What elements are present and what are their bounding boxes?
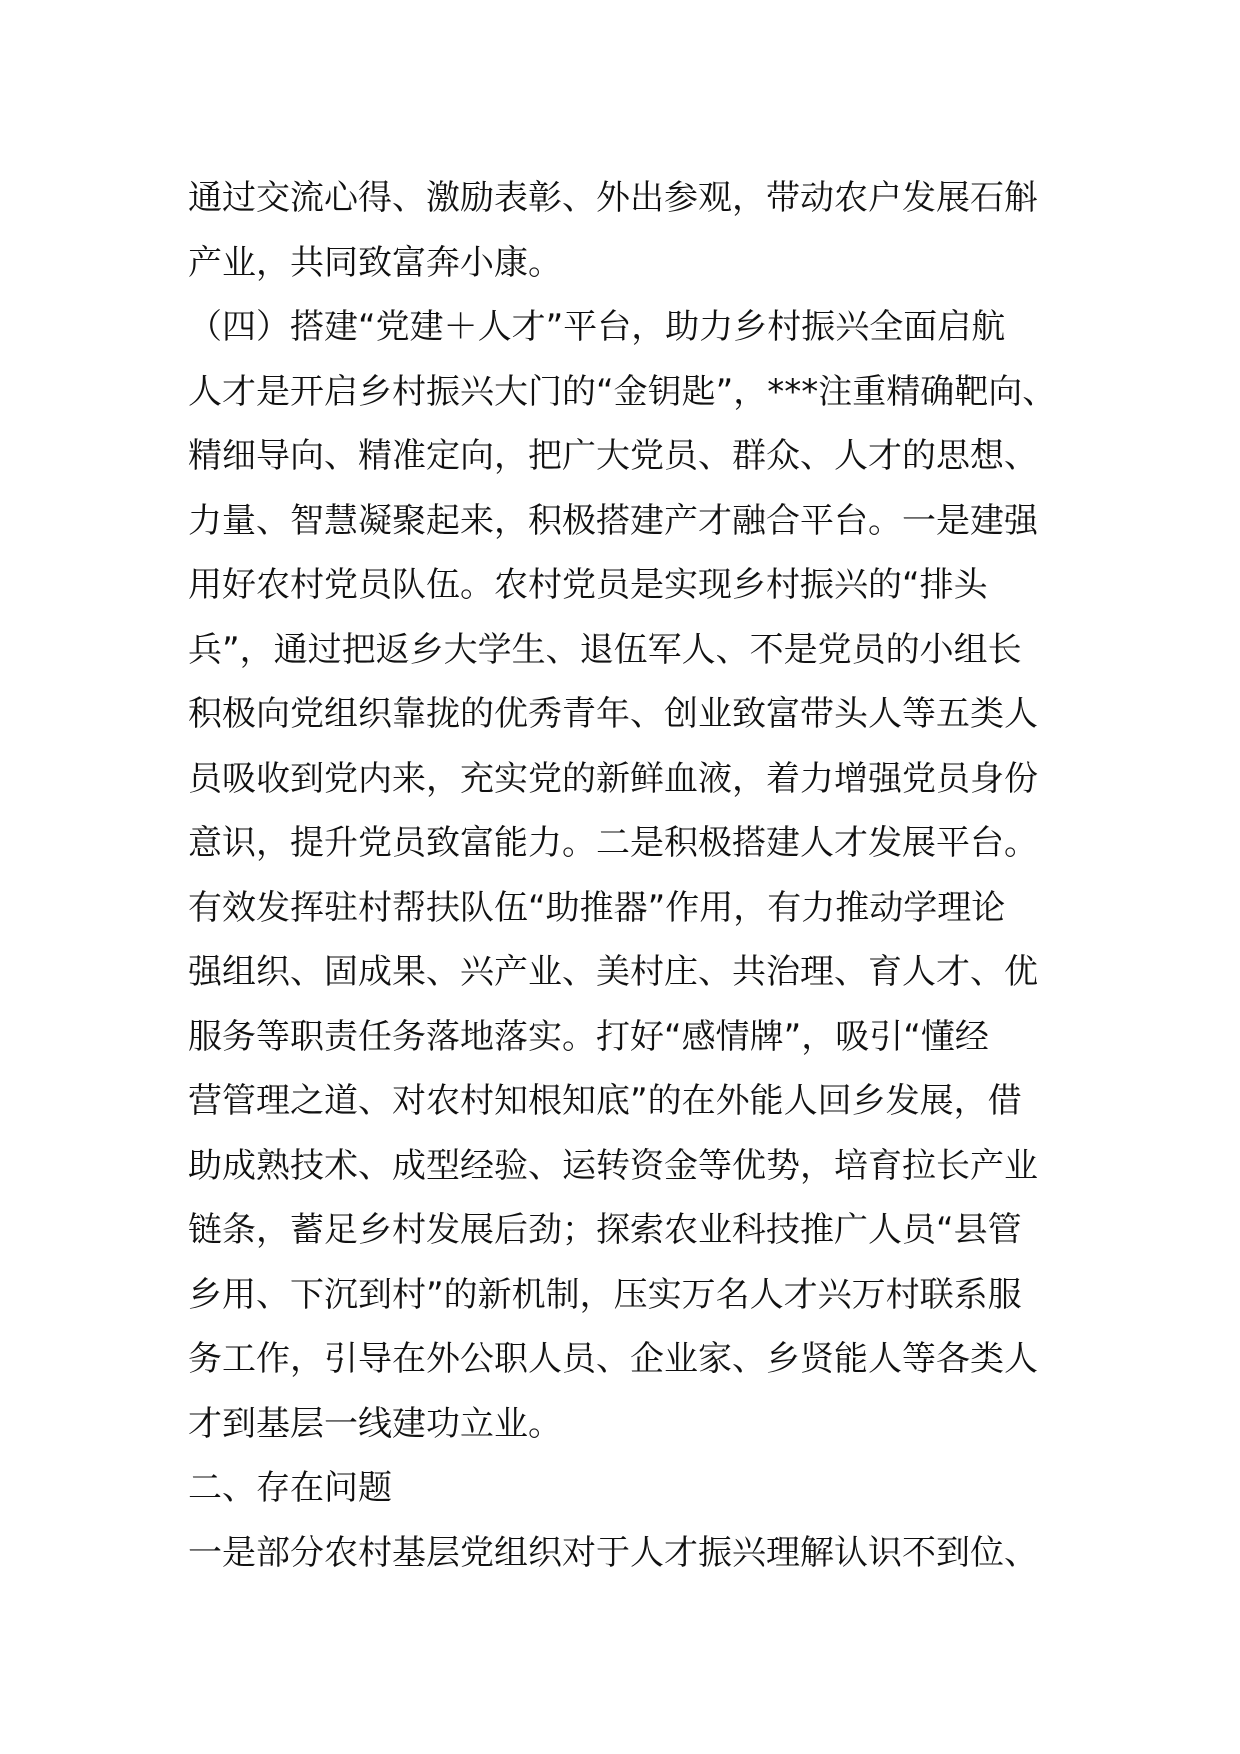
text-line: 兵”，通过把返乡大学生、退伍军人、不是党员的小组长 [188,629,1022,670]
text-line: 链条，蓄足乡村发展后劲；探索农业科技推广人员“县管 [188,1210,1022,1250]
text-line: 有效发挥驻村帮扶队伍“助推器”作用，有力推动学理论 [188,887,1006,928]
text-line: 产业，共同致富奔小康。 [188,242,562,283]
text-line: 服务等职责任务落地落实。打好“感情牌”，吸引“懂经 [188,1016,989,1057]
text-line: 积极向党组织靠拢的优秀青年、创业致富带头人等五类人 [188,694,1038,734]
section-heading: （四）搭建“党建＋人才”平台，助力乡村振兴全面启航 [188,307,1006,347]
text-line: 营管理之道、对农村知根知底”的在外能人回乡发展，借 [188,1081,1022,1121]
text-line: 强组织、固成果、兴产业、美村庄、共治理、育人才、优 [188,952,1038,992]
text-line: 助成熟技术、成型经验、运转资金等优势，培育拉长产业 [188,1145,1038,1186]
text-line: 人才是开启乡村振兴大门的“金钥匙”，***注重精确靶向、 [188,371,1057,412]
text-line: 才到基层一线建功立业。 [188,1403,562,1444]
text-line: 务工作，引导在外公职人员、企业家、乡贤能人等各类人 [188,1339,1038,1379]
text-line: 用好农村党员队伍。农村党员是实现乡村振兴的“排头 [188,565,988,605]
text-line: 精细导向、精准定向，把广大党员、群众、人才的思想、 [188,436,1038,476]
text-line: 通过交流心得、激励表彰、外出参观，带动农户发展石斛 [188,178,1038,218]
text-line: 一是部分农村基层党组织对于人才振兴理解认识不到位、 [188,1532,1038,1573]
text-line: 力量、智慧凝聚起来，积极搭建产才融合平台。一是建强 [188,500,1038,541]
text-line: 乡用、下沉到村”的新机制，压实万名人才兴万村联系服 [188,1274,1022,1315]
section-heading: 二、存在问题 [188,1468,392,1508]
text-line: 员吸收到党内来，充实党的新鲜血液，着力增强党员身份 [188,758,1038,799]
text-line: 意识，提升党员致富能力。二是积极搭建人才发展平台。 [188,823,1038,863]
body-text [188,166,1088,1585]
